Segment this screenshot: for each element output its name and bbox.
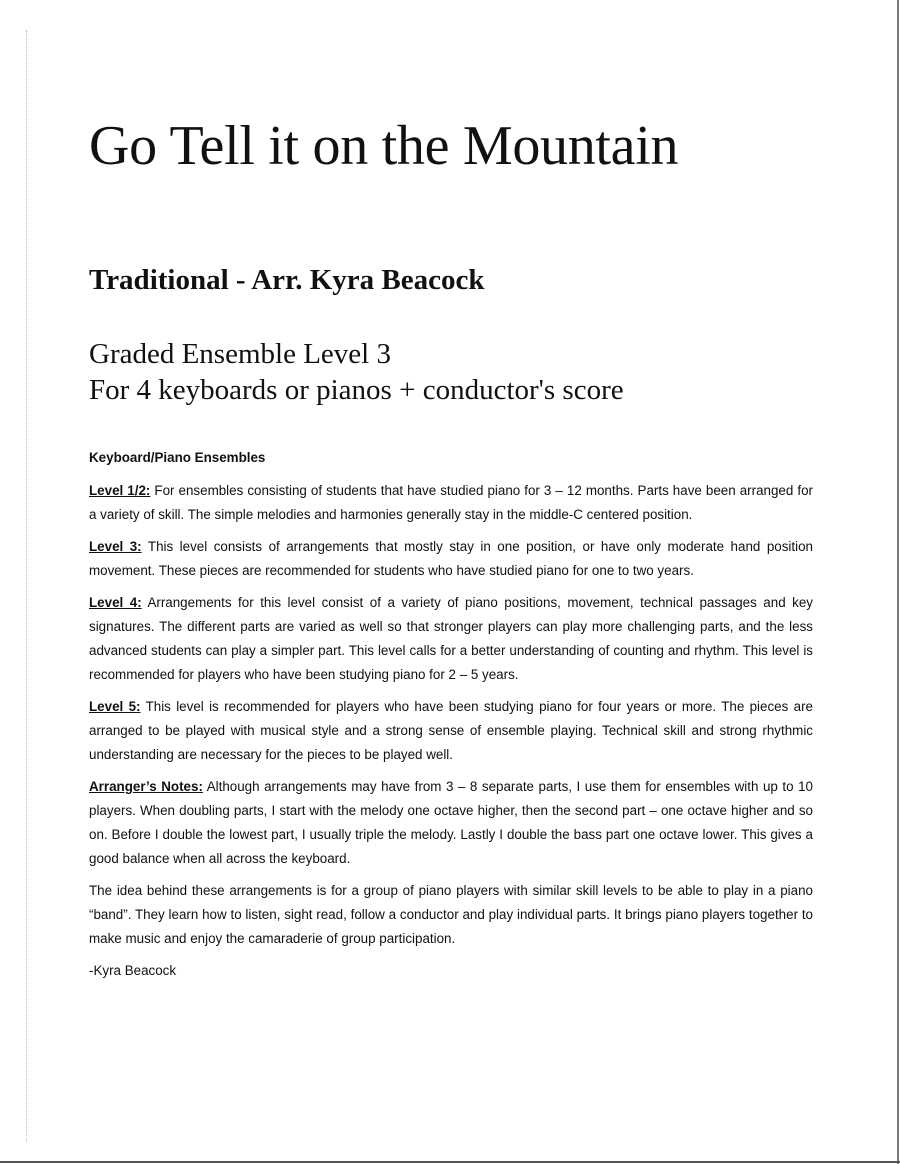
section-heading: Keyboard/Piano Ensembles (89, 450, 266, 465)
paragraph-text: For ensembles consisting of students that have studied piano for 3 – 12 months. Parts have been arranged for a variety of skill. The simple melodies and harmonies generally stay in the middle-C centered position. (89, 483, 813, 522)
instrumentation-line: For 4 keyboards or pianos + conductor's score (89, 374, 624, 406)
page-bottom-edge (0, 1161, 900, 1163)
paragraph-text: Arrangements for this level consist of a variety of piano positions, movement, technical passages and key signatures. The different parts are varied as well so that stronger players can play more challenging parts, and the less advanced students can play a simpler part. This level calls for a better understanding of counting and rhythm. This level is recommended for players who have been studying piano for 2 – 5 years. (89, 595, 814, 682)
page-left-edge (26, 30, 27, 1142)
arranger-line: Traditional - Arr. Kyra Beacock (89, 264, 485, 296)
paragraph-label: Arranger’s Notes: (89, 779, 203, 794)
closing-paragraph: The idea behind these arrangements is for a group of piano players with similar skill levels to be able to play in a piano “band”. They learn how to listen, sight read, follow a conductor and play individual parts. It brings piano players together to make music and enjoy the camaraderie of group participation. (89, 883, 813, 946)
paragraph-text: Although arrangements may have from 3 – 8 separate parts, I use them for ensembles with up to 10 players. When doubling parts, I start with the melody one octave higher, then the second part – one octave higher and so on. Before I double the lowest part, I usually triple the melody. Lastly I double the bass part one octave lower. This gives a good balance when all across the keyboard. (89, 779, 813, 866)
grade-info (89, 336, 624, 408)
paragraph-label: Level 3: (89, 539, 142, 554)
signature: -Kyra Beacock (89, 963, 177, 978)
document-title: Go Tell it on the Mountain (89, 115, 679, 177)
level-3-paragraph (89, 535, 813, 583)
level-5-paragraph (89, 695, 813, 767)
paragraph-label: Level 4: (89, 595, 142, 610)
grade-level-line: Graded Ensemble Level 3 (89, 338, 391, 370)
paragraph-label: Level 5: (89, 699, 141, 714)
paragraph-text: This level is recommended for players who have been studying piano for four years or more. The pieces are arranged to be played with musical style and a strong sense of ensemble playing. Technical skill and strong rhythmic understanding are necessary for the pieces to be played well. (89, 699, 813, 762)
description-body (89, 446, 813, 983)
level-1-2-paragraph (89, 479, 813, 527)
level-4-paragraph (89, 591, 813, 687)
paragraph-text: This level consists of arrangements that mostly stay in one position, or have only moderate hand position movement. These pieces are recommended for students who have studied piano for one to two years. (89, 539, 813, 578)
arrangers-notes-paragraph (89, 775, 813, 871)
paragraph-label: Level 1/2: (89, 483, 151, 498)
page-right-edge (897, 0, 899, 1164)
